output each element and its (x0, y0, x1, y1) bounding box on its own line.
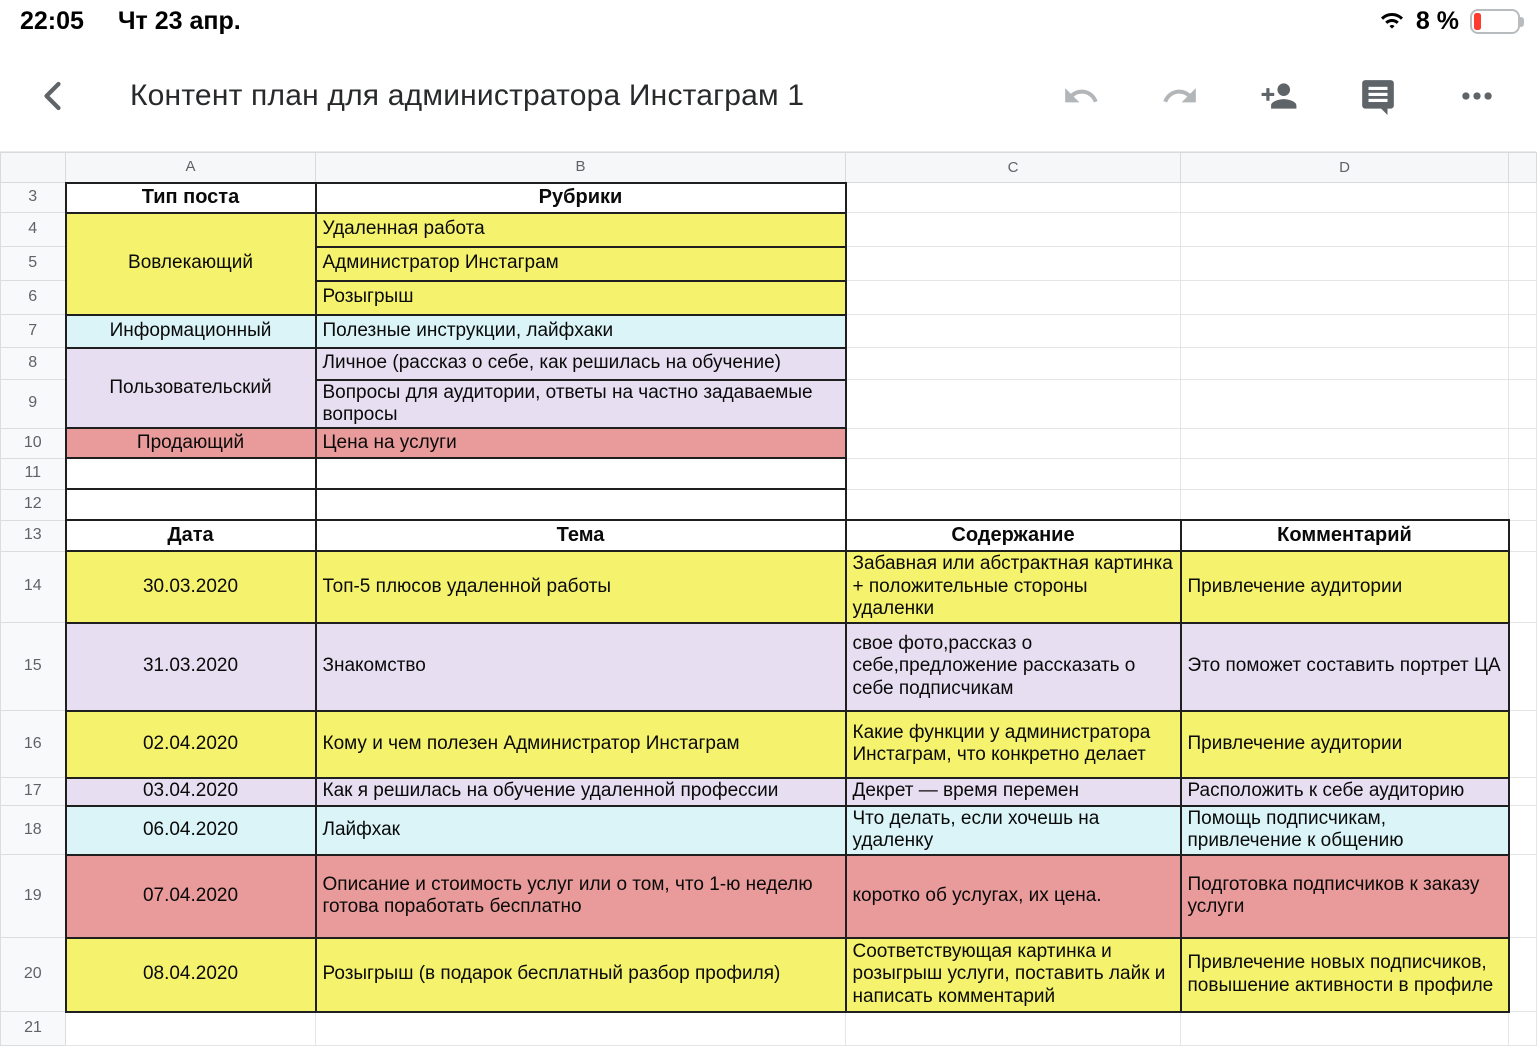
cell-D21[interactable] (1181, 1012, 1509, 1046)
sheet-row-8 (1, 348, 1537, 380)
cell-A7[interactable]: Информационный (66, 315, 316, 348)
cell-D12[interactable] (1181, 489, 1509, 520)
cell-E10[interactable] (1509, 428, 1537, 458)
cell-A10[interactable]: Продающий (66, 428, 316, 458)
cell-C16[interactable]: Какие функции у администратора Инстаграм, что конкретно делает (846, 711, 1181, 778)
sheet-row-18 (1, 806, 1537, 855)
row-header-17[interactable]: 17 (1, 778, 66, 806)
cell-E11[interactable] (1509, 458, 1537, 489)
back-button[interactable] (34, 76, 74, 116)
cell-C19[interactable]: коротко об услугах, их цена. (846, 855, 1181, 938)
row-header-19[interactable]: 19 (1, 855, 66, 938)
sheet-row-11 (1, 458, 1537, 489)
cell-B5[interactable]: Администратор Инстаграм (316, 247, 846, 281)
cell-C11[interactable] (846, 458, 1181, 489)
undo-icon (1062, 77, 1100, 115)
cell-E3[interactable] (1509, 183, 1537, 213)
cell-B4[interactable]: Удаленная работа (316, 213, 846, 247)
row-header-12[interactable]: 12 (1, 489, 66, 520)
cell-B21[interactable] (316, 1012, 846, 1046)
cell-B13[interactable]: Тема (316, 520, 846, 551)
cell-D9[interactable] (1181, 380, 1509, 429)
cell-C7[interactable] (846, 315, 1181, 348)
cell-B8[interactable]: Личное (рассказ о себе, как решилась на обучение) (316, 348, 846, 380)
cell-D18[interactable]: Помощь подписчикам, привлечение к общению (1181, 806, 1509, 855)
battery-icon (1470, 9, 1520, 34)
column-header-row (1, 153, 1537, 183)
cell-D8[interactable] (1181, 348, 1509, 380)
cell-E6[interactable] (1509, 281, 1537, 315)
cell-D14[interactable]: Привлечение аудитории (1181, 551, 1509, 622)
redo-button[interactable] (1159, 75, 1201, 117)
row-header-6[interactable]: 6 (1, 281, 66, 315)
person-add-icon (1260, 77, 1298, 115)
cell-C5[interactable] (846, 247, 1181, 281)
row-header-5[interactable]: 5 (1, 247, 66, 281)
row-header-9[interactable]: 9 (1, 380, 66, 429)
column-header-A[interactable]: A (66, 153, 316, 183)
cell-B17[interactable]: Как я решилась на обучение удаленной профессии (316, 778, 846, 806)
cell-A19[interactable]: 07.04.2020 (66, 855, 316, 938)
cell-D3[interactable] (1181, 183, 1509, 213)
column-header-C[interactable]: C (846, 153, 1181, 183)
row-header-13[interactable]: 13 (1, 520, 66, 551)
status-date: Чт 23 апр. (117, 6, 241, 35)
sheet-row-10 (1, 428, 1537, 458)
sheet-row-21 (1, 1012, 1537, 1046)
row-header-10[interactable]: 10 (1, 428, 66, 458)
cell-B16[interactable]: Кому и чем полезен Администратор Инстаграм (316, 711, 846, 778)
more-icon (1458, 77, 1496, 115)
sheet-row-3 (1, 183, 1537, 213)
cell-A20[interactable]: 08.04.2020 (66, 938, 316, 1012)
cell-B6[interactable]: Розыгрыш (316, 281, 846, 315)
cell-E12[interactable] (1509, 489, 1537, 520)
cell-D16[interactable]: Привлечение аудитории (1181, 711, 1509, 778)
cell-C15[interactable]: свое фото,рассказ о себе,предложение рассказать о себе подписчикам (846, 623, 1181, 711)
cell-D10[interactable] (1181, 428, 1509, 458)
cell-B20[interactable]: Розыгрыш (в подарок бесплатный разбор профиля) (316, 938, 846, 1012)
cell-A21[interactable] (66, 1012, 316, 1046)
cell-A15[interactable]: 31.03.2020 (66, 623, 316, 711)
cell-B18[interactable]: Лайфхак (316, 806, 846, 855)
cell-E20[interactable] (1509, 938, 1537, 1012)
sheet-row-13 (1, 520, 1537, 551)
cell-A11[interactable] (66, 458, 316, 489)
cell-B19[interactable]: Описание и стоимость услуг или о том, что 1-ю неделю готова поработать бесплатно (316, 855, 846, 938)
cell-D19[interactable]: Подготовка подписчиков к заказу услуги (1181, 855, 1509, 938)
row-header-18[interactable]: 18 (1, 806, 66, 855)
cell-C3[interactable] (846, 183, 1181, 213)
cell-D20[interactable]: Привлечение новых подписчиков, повышение активности в профиле (1181, 938, 1509, 1012)
more-button[interactable] (1456, 75, 1498, 117)
cell-E5[interactable] (1509, 247, 1537, 281)
cell-B10[interactable]: Цена на услуги (316, 428, 846, 458)
cell-D6[interactable] (1181, 281, 1509, 315)
spreadsheet (0, 152, 1536, 1046)
cell-B14[interactable]: Топ-5 плюсов удаленной работы (316, 551, 846, 622)
row-header-4[interactable]: 4 (1, 213, 66, 247)
cell-A16[interactable]: 02.04.2020 (66, 711, 316, 778)
column-header-E[interactable] (1509, 153, 1537, 183)
app-header (0, 40, 1536, 152)
row-header-3[interactable]: 3 (1, 183, 66, 213)
cell-E21[interactable] (1509, 1012, 1537, 1046)
cell-C21[interactable] (846, 1012, 1181, 1046)
cell-A17[interactable]: 03.04.2020 (66, 778, 316, 806)
undo-button[interactable] (1060, 75, 1102, 117)
cell-A3[interactable]: Тип поста (66, 183, 316, 213)
back-icon (36, 78, 72, 114)
cell-C20[interactable]: Соответствующая картинка и розыгрыш услуги, поставить лайк и написать комментарий (846, 938, 1181, 1012)
cell-B11[interactable] (316, 458, 846, 489)
row-header-15[interactable]: 15 (1, 623, 66, 711)
status-bar (0, 0, 1536, 40)
row-header-20[interactable]: 20 (1, 938, 66, 1012)
cell-C12[interactable] (846, 489, 1181, 520)
sheet-row-7 (1, 315, 1537, 348)
sheet-row-14 (1, 551, 1537, 622)
cell-A13[interactable]: Дата (66, 520, 316, 551)
cell-B3[interactable]: Рубрики (316, 183, 846, 213)
row-header-8[interactable]: 8 (1, 348, 66, 380)
cell-E16[interactable] (1509, 711, 1537, 778)
sheet-row-19 (1, 855, 1537, 938)
row-header-11[interactable]: 11 (1, 458, 66, 489)
cell-B7[interactable]: Полезные инструкции, лайфхаки (316, 315, 846, 348)
cell-E14[interactable] (1509, 551, 1537, 622)
document-title: Контент план для администратора Инстаграм 1 (130, 78, 805, 112)
row-header-16[interactable]: 16 (1, 711, 66, 778)
cell-A14[interactable]: 30.03.2020 (66, 551, 316, 622)
status-time: 22:05 (20, 6, 84, 35)
cell-A4[interactable]: Вовлекающий (66, 213, 316, 315)
sheet-body (1, 183, 1537, 1046)
row-header-21[interactable]: 21 (1, 1012, 66, 1046)
cell-D7[interactable] (1181, 315, 1509, 348)
cell-C8[interactable] (846, 348, 1181, 380)
cell-D11[interactable] (1181, 458, 1509, 489)
sheet-table (0, 152, 1537, 1046)
cell-B9[interactable]: Вопросы для аудитории, ответы на частно задаваемые вопросы (316, 380, 846, 429)
cell-D5[interactable] (1181, 247, 1509, 281)
cell-C17[interactable]: Декрет — время перемен (846, 778, 1181, 806)
cell-B12[interactable] (316, 489, 846, 520)
column-header-D[interactable]: D (1181, 153, 1509, 183)
cell-E13[interactable] (1509, 520, 1537, 551)
row-header-14[interactable]: 14 (1, 551, 66, 622)
cell-C4[interactable] (846, 213, 1181, 247)
cell-E4[interactable] (1509, 213, 1537, 247)
sheet-row-16 (1, 711, 1537, 778)
comment-icon (1359, 77, 1397, 115)
cell-E9[interactable] (1509, 380, 1537, 429)
sheet-row-12 (1, 489, 1537, 520)
select-all-corner[interactable] (1, 153, 66, 183)
cell-E7[interactable] (1509, 315, 1537, 348)
cell-C9[interactable] (846, 380, 1181, 429)
sheet-row-20 (1, 938, 1537, 1012)
sheet-row-4 (1, 213, 1537, 247)
redo-icon (1161, 77, 1199, 115)
cell-D15[interactable]: Это поможет составить портрет ЦА (1181, 623, 1509, 711)
sheet-row-15 (1, 623, 1537, 711)
cell-D4[interactable] (1181, 213, 1509, 247)
battery-percent: 8 % (1415, 6, 1459, 35)
cell-C18[interactable]: Что делать, если хочешь на удаленку (846, 806, 1181, 855)
sheet-row-17 (1, 778, 1537, 806)
cell-B15[interactable]: Знакомство (316, 623, 846, 711)
cell-E15[interactable] (1509, 623, 1537, 711)
cell-C13[interactable]: Содержание (846, 520, 1181, 551)
column-header-B[interactable]: B (316, 153, 846, 183)
cell-A12[interactable] (66, 489, 316, 520)
cell-C10[interactable] (846, 428, 1181, 458)
cell-E19[interactable] (1509, 855, 1537, 938)
wifi-icon (1377, 9, 1407, 33)
comments-button[interactable] (1357, 75, 1399, 117)
cell-C6[interactable] (846, 281, 1181, 315)
cell-A8[interactable]: Пользовательский (66, 348, 316, 429)
cell-E17[interactable] (1509, 778, 1537, 806)
cell-C14[interactable]: Забавная или абстрактная картинка + положительные стороны удаленки (846, 551, 1181, 622)
cell-D17[interactable]: Расположить к себе аудиторию (1181, 778, 1509, 806)
cell-A18[interactable]: 06.04.2020 (66, 806, 316, 855)
share-button[interactable] (1258, 75, 1300, 117)
cell-D13[interactable]: Комментарий (1181, 520, 1509, 551)
row-header-7[interactable]: 7 (1, 315, 66, 348)
cell-E18[interactable] (1509, 806, 1537, 855)
cell-E8[interactable] (1509, 348, 1537, 380)
